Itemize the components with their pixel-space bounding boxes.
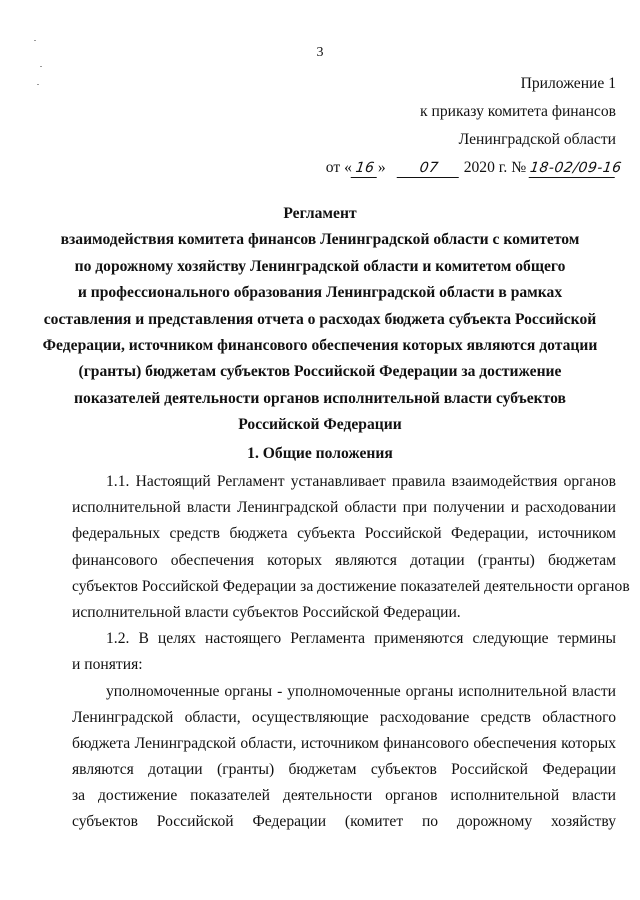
paragraph-line: финансового обеспечения которых являются дотации (гранты) бюджетам	[72, 551, 616, 569]
section-body	[72, 469, 630, 836]
paragraph-line: бюджета Ленинградской области, источником финансового обеспечения которых	[72, 734, 616, 752]
appendix-date-line	[286, 154, 623, 182]
paragraph-line: субъектов Российской Федерации за достижение показателей деятельности органов	[72, 577, 630, 595]
paragraph-line: за достижение показателей деятельности органов исполнительной власти	[72, 787, 616, 805]
appendix-title: Приложение 1	[520, 75, 616, 92]
appendix-region-line: Ленинградской области	[458, 131, 616, 148]
paragraph-line: исполнительной власти субъектов Российской Федерации.	[72, 603, 461, 621]
appendix-block	[286, 70, 623, 182]
date-year: 2020 г. №	[463, 159, 527, 176]
handwritten-day: 16	[351, 159, 380, 178]
title-line: показателей деятельности органов исполнительной власти субъектов	[74, 389, 566, 407]
paragraph-line: являются дотации (гранты) бюджетам субъектов Российской Федерации	[72, 761, 616, 779]
paragraph-line: и понятия:	[72, 656, 143, 674]
title-line: Федерации, источником финансового обеспечения которых являются дотации	[42, 337, 598, 355]
paragraph-line: исполнительной власти Ленинградской области при получении и расходовании	[72, 499, 616, 517]
title-line: Российской Федерации	[238, 416, 402, 434]
title-line: взаимодействия комитета финансов Ленинградской области с комитетом	[60, 231, 580, 249]
title-line: по дорожному хозяйству Ленинградской области и комитетом общего	[74, 257, 566, 275]
paragraph-line: Ленинградской области, осуществляющие расходование средств областного	[72, 708, 616, 726]
paragraph-line: уполномоченные органы - уполномоченные органы исполнительной власти	[106, 682, 616, 700]
date-prefix: от «	[325, 159, 352, 176]
paragraph-line: 1.1. Настоящий Регламент устанавливает правила взаимодействия органов	[106, 473, 616, 490]
handwritten-order-number: 18-02/09-16	[528, 160, 623, 176]
handwritten-month: 07	[396, 159, 461, 178]
section-heading: 1. Общие положения	[247, 445, 393, 462]
paragraph-line: субъектов Российской Федерации (комитет по дорожному хозяйству	[72, 813, 616, 831]
title-line: составления и представления отчета о расходах бюджета субъекта Российской	[43, 310, 597, 328]
title-line: (гранты) бюджетам субъектов Российской Федерации за достижение	[78, 363, 562, 381]
paragraph-line: федеральных средств бюджета субъекта Российской Федерации, источником	[72, 525, 616, 543]
scan-speck	[40, 66, 42, 67]
page-number: 3	[316, 45, 324, 60]
scan-speck	[37, 84, 39, 85]
scan-speck	[34, 40, 36, 41]
date-quote-close: »	[377, 159, 386, 176]
paragraph-line: 1.2. В целях настоящего Регламента применяются следующие термины	[106, 630, 616, 648]
title-heading: Регламент	[283, 205, 357, 222]
document-title	[0, 201, 640, 439]
title-line: и профессионального образования Ленинградской области в рамках	[77, 284, 563, 302]
appendix-order-line: к приказу комитета финансов	[420, 103, 616, 120]
